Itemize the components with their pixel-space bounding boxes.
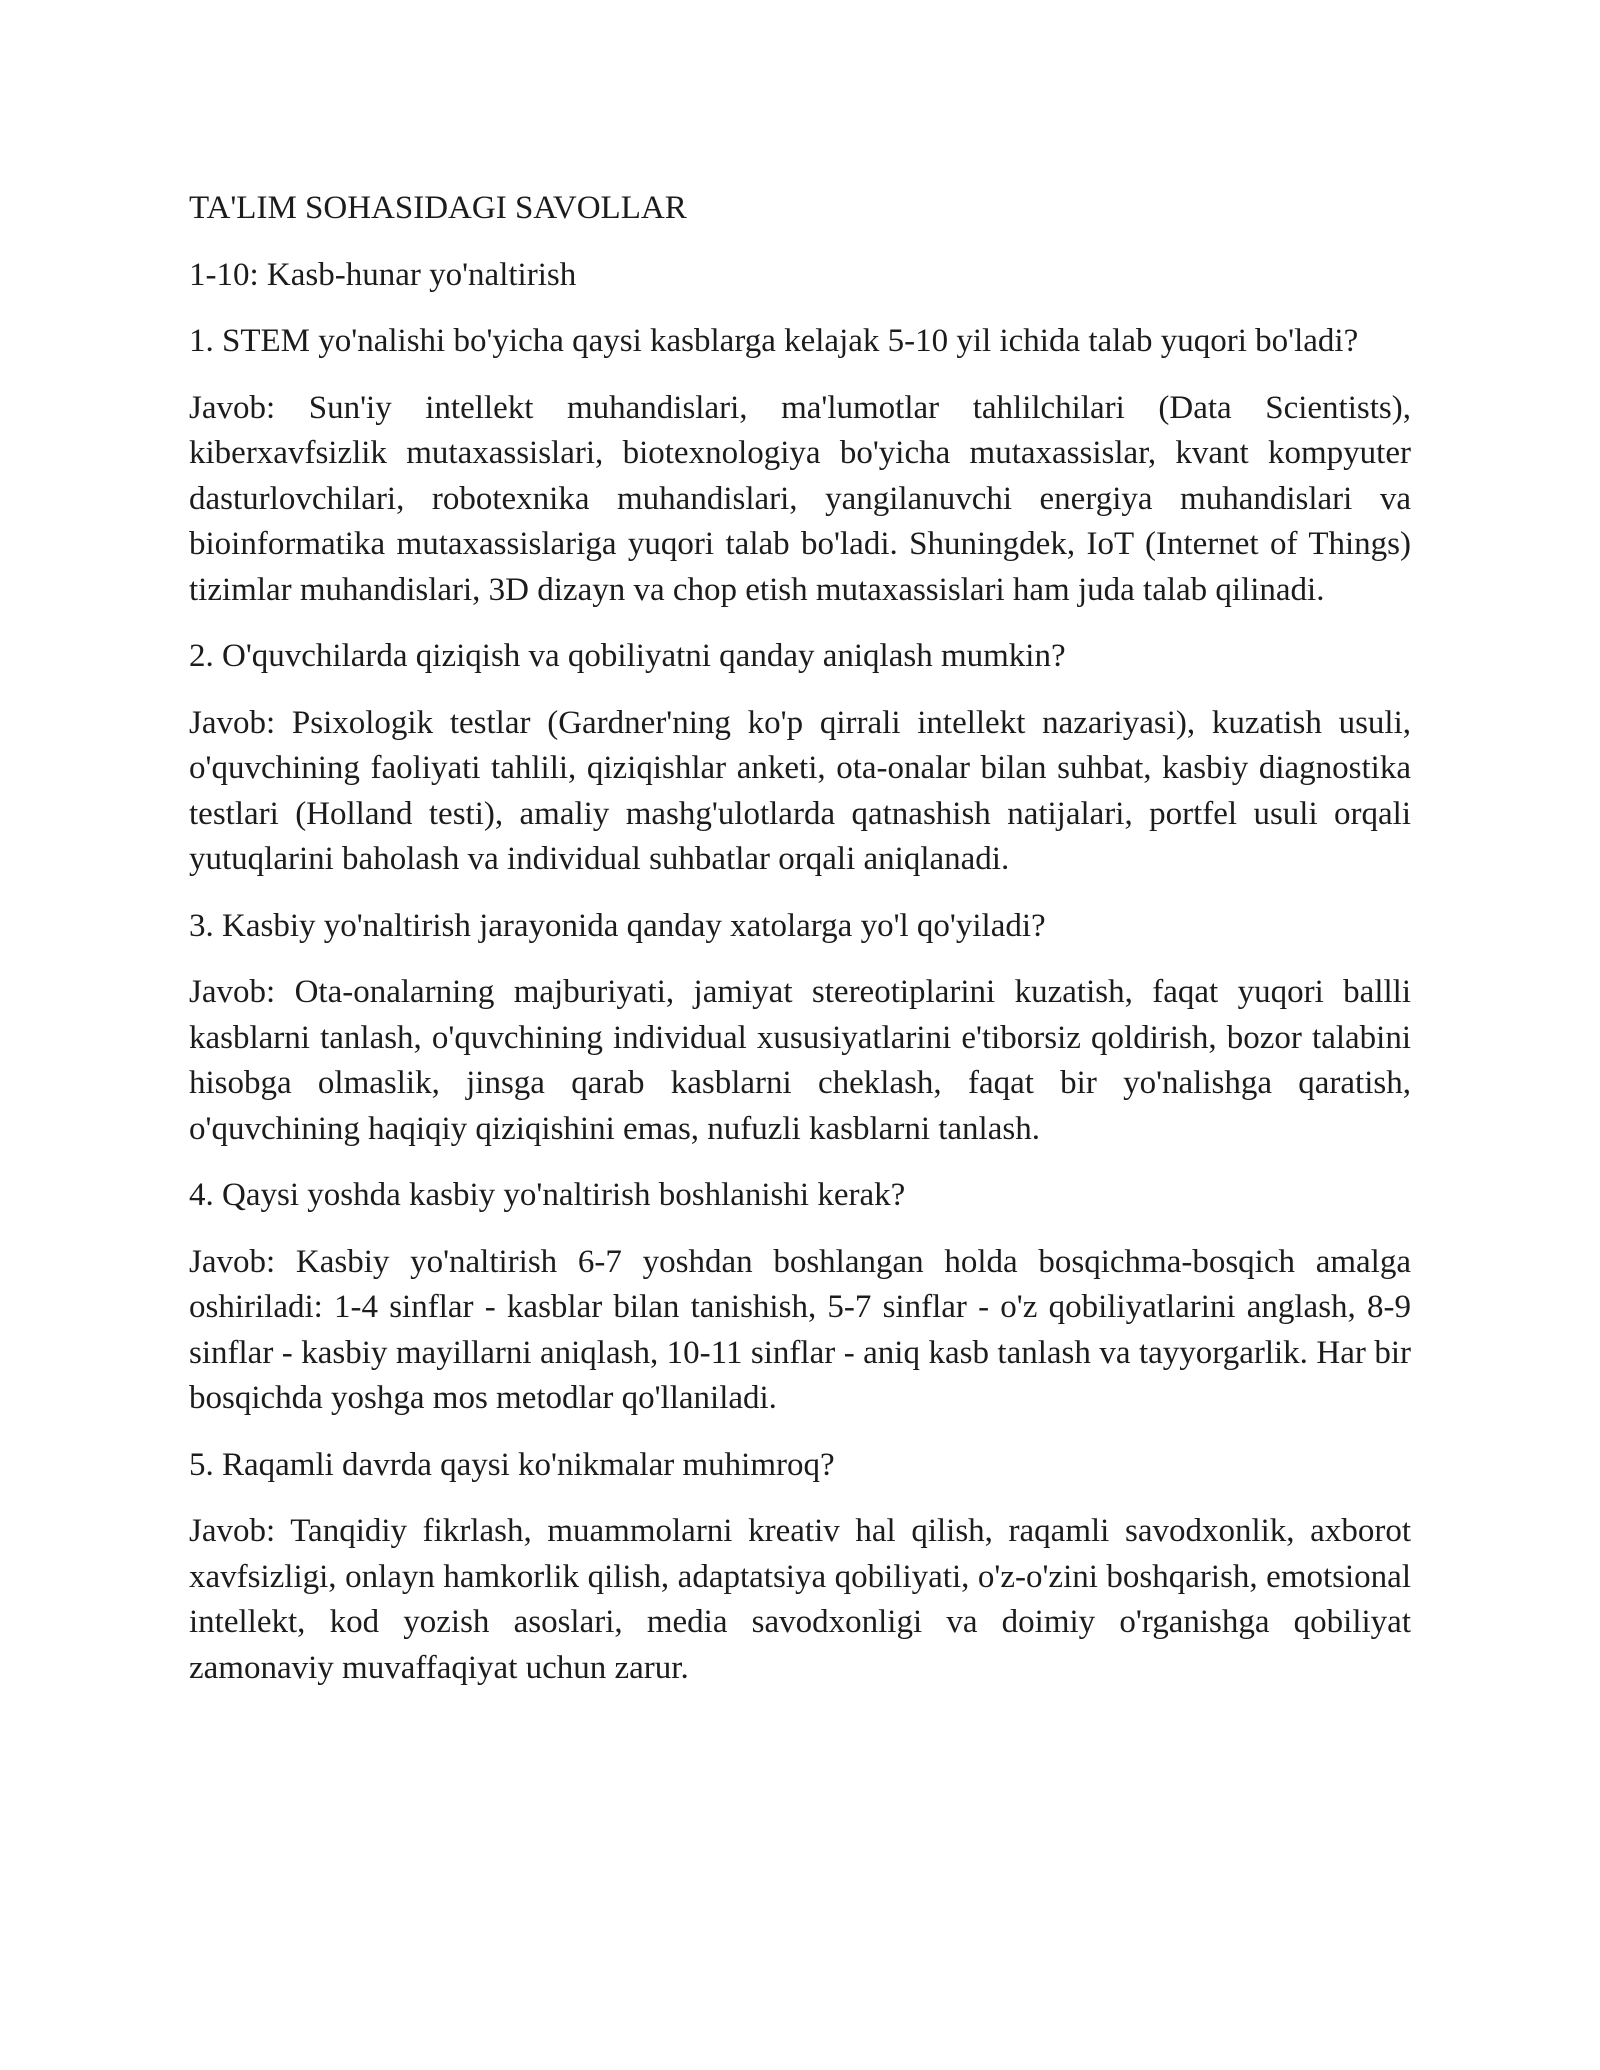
question-4: 4. Qaysi yoshda kasbiy yo'naltirish boshlanishi kerak? <box>189 1177 906 1213</box>
answer-4: Javob: Kasbiy yo'naltirish 6-7 yoshdan boshlangan holda bosqichma-bosqich amalga oshiriladi: 1-4 sinflar - kasblar bilan tanishish, 5-7 sinflar - o'z qobiliyatlarini anglash, 8-9 sinflar - kasbiy mayillarni aniqlash, 10-11 sinflar - aniq kasb tanlash va tayyorgarlik. Har bir bosqichda yoshga mos metodlar qo'llaniladi. <box>189 1243 1411 1416</box>
question-5: 5. Raqamli davrda qaysi ko'nikmalar muhimroq? <box>189 1446 835 1483</box>
answer-5: Javob: Tanqidiy fikrlash, muammolarni kreativ hal qilish, raqamli savodxonlik, axborot xavfsizligi, onlayn hamkorlik qilish, adaptatsiya qobiliyati, o'z-o'zini boshqarish, emotsional intellekt, kod yozish asoslari, media savodxonligi va doimiy o'rganishga qobiliyat zamonaviy muvaffaqiyat uchun zarur. <box>189 1513 1411 1686</box>
question-1: 1. STEM yo'nalishi bo'yicha qaysi kasblarga kelajak 5-10 yil ichida talab yuqori bo'ladi? <box>189 323 1359 359</box>
section-heading: 1-10: Kasb-hunar yo'naltirish <box>189 256 577 293</box>
document-page <box>189 186 1411 1712</box>
answer-2: Javob: Psixologik testlar (Gardner'ning ko'p qirrali intellekt nazariyasi), kuzatish usuli, o'quvchining faoliyati tahlili, qiziqishlar anketi, ota-onalar bilan suhbat, kasbiy diagnostika testlari (Holland testi), amaliy mashg'ulotlarda qatnashish natijalari, portfel usuli orqali yutuqlarini baholash va individual suhbatlar orqali aniqlanadi. <box>189 704 1411 877</box>
answer-3: Javob: Ota-onalarning majburiyati, jamiyat stereotiplarini kuzatish, faqat yuqori ballli kasblarni tanlash, o'quvchining individual xususiyatlarini e'tiborsiz qoldirish, bozor talabini hisobga olmaslik, jinsga qarab kasblarni cheklash, faqat bir yo'nalishga qaratish, o'quvchining haqiqiy qiziqishini emas, nufuzli kasblarni tanlash. <box>189 974 1411 1147</box>
question-3: 3. Kasbiy yo'naltirish jarayonida qanday xatolarga yo'l qo'yiladi? <box>189 907 1046 944</box>
document-title: TA'LIM SOHASIDAGI SAVOLLAR <box>189 190 687 226</box>
answer-1: Javob: Sun'iy intellekt muhandislari, ma'lumotlar tahlilchilari (Data Scientists), kiberxavfsizlik mutaxassislari, biotexnologiya bo'yicha mutaxassislar, kvant kompyuter dasturlovchilari, robotexnika muhandislari, yangilanuvchi energiya muhandislari va bioinformatika mutaxassislariga yuqori talab bo'ladi. Shuningdek, IoT (Internet of Things) tizimlar muhandislari, 3D dizayn va chop etish mutaxassislari ham juda talab qilinadi. <box>189 389 1411 608</box>
question-2: 2. O'quvchilarda qiziqish va qobiliyatni qanday aniqlash mumkin? <box>189 638 1066 674</box>
